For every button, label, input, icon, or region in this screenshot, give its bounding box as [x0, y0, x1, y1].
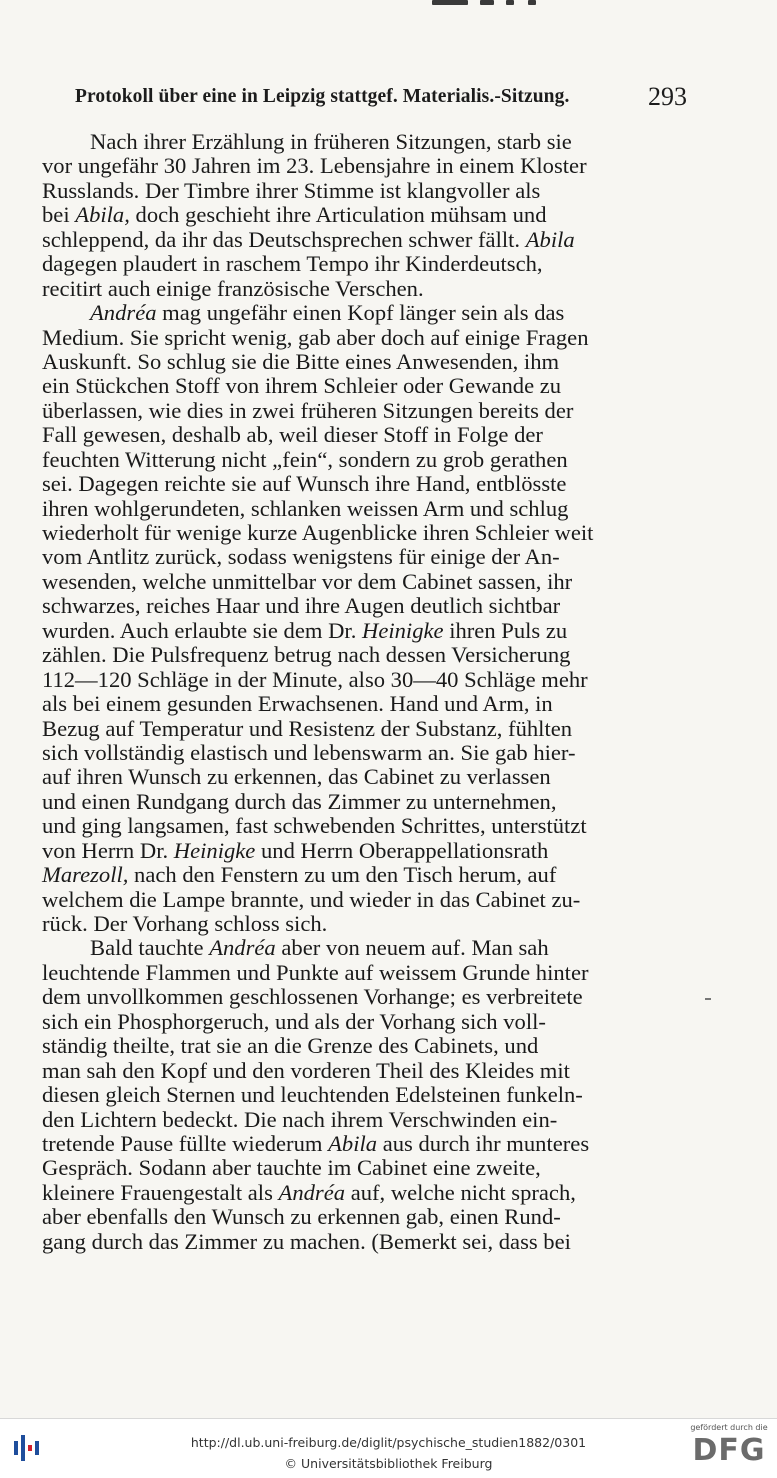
text-line: [42, 448, 690, 472]
text-segment: aus durch ihr munteres: [377, 1130, 590, 1156]
text-line: [42, 545, 690, 569]
text-line: [42, 643, 690, 667]
text-segment: bei: [42, 202, 76, 228]
text-segment: Bezug auf Temperatur und Resistenz der Substanz, fühlten: [42, 715, 573, 741]
italic-name: Andréa: [278, 1179, 346, 1205]
text-segment: vor ungefähr 30 Jahren im 23. Lebensjahre in einem Kloster: [42, 153, 587, 179]
page-number: 293: [648, 82, 687, 111]
text-line: [42, 1059, 690, 1083]
text-line: [42, 570, 690, 594]
text-segment: schwarzes, reiches Haar und ihre Augen deutlich sichtbar: [42, 593, 561, 619]
text-line: [42, 668, 690, 692]
text-segment: sich vollständig elastisch und lebenswarm an. Sie gab hier-: [42, 739, 576, 765]
running-head: Protokoll über eine in Leipzig stattgef. Materialis.-Sitzung.: [75, 86, 570, 107]
text-line: [42, 374, 690, 398]
text-segment: auf ihren Wunsch zu erkennen, das Cabinet zu verlassen: [42, 764, 551, 790]
dfg-logo: [689, 1423, 769, 1473]
text-segment: recitirt auch einige französische Verschen.: [42, 275, 424, 301]
text-segment: Gespräch. Sodann aber tauchte im Cabinet eine zweite,: [42, 1155, 541, 1181]
copyright-notice: © Universitätsbibliothek Freiburg: [284, 1456, 493, 1471]
text-segment: Nach ihrer Erzählung in früheren Sitzungen, starb sie: [90, 129, 572, 154]
text-line: [42, 301, 690, 325]
text-line: [42, 154, 690, 178]
text-segment: Russlands. Der Timbre ihrer Stimme ist klangvoller als: [42, 177, 541, 203]
text-line: [42, 912, 690, 936]
text-segment: und Herrn Oberappellationsrath: [255, 837, 549, 863]
text-line: [42, 619, 690, 643]
text-segment: ständig theilte, trat sie an die Grenze des Cabinets, und: [42, 1033, 539, 1059]
text-line: [42, 1108, 690, 1132]
text-segment: leuchtende Flammen und Punkte auf weissem Grunde hinter: [42, 959, 589, 985]
text-line: [42, 326, 690, 350]
text-line: [42, 252, 690, 276]
text-segment: Medium. Sie spricht wenig, gab aber doch auf einige Fragen: [42, 324, 589, 350]
text-line: [42, 521, 690, 545]
text-line: [42, 1230, 690, 1254]
text-segment: kleinere Frauengestalt als: [42, 1179, 279, 1205]
italic-name: Marezoll,: [42, 862, 129, 888]
paragraph: [42, 130, 690, 301]
italic-name: Andréa: [90, 300, 157, 326]
text-segment: nach den Fenstern zu um den Tisch herum, auf: [128, 862, 557, 888]
text-line: [42, 961, 690, 985]
text-segment: 112—120 Schläge in der Minute, also 30—40 Schläge mehr: [42, 666, 588, 692]
italic-name: Abila: [328, 1130, 378, 1156]
text-segment: auf, welche nicht sprach,: [345, 1179, 576, 1205]
text-segment: feuchten Witterung nicht „fein“, sondern zu grob gerathen: [42, 446, 568, 472]
text-line: [42, 814, 690, 838]
text-line: [42, 350, 690, 374]
text-segment: ihren wohlgerundeten, schlanken weissen Arm und schlug: [42, 495, 569, 521]
text-segment: vom Antlitz zurück, sodass wenigstens für einige der An-: [42, 544, 560, 570]
text-segment: Auskunft. So schlug sie die Bitte eines Anwesenden, ihm: [42, 348, 560, 374]
text-segment: Bald tauchte: [90, 935, 210, 961]
text-segment: tretende Pause füllte wiederum: [42, 1130, 329, 1156]
text-segment: mag ungefähr einen Kopf länger sein als das: [156, 300, 565, 326]
text-segment: welchem die Lampe brannte, und wieder in das Cabinet zu-: [42, 886, 581, 912]
text-line: [42, 228, 690, 252]
page-header: [75, 82, 687, 122]
text-segment: wurden. Auch erlaubte sie dem Dr.: [42, 617, 362, 643]
text-line: [42, 277, 690, 301]
text-line: [42, 1156, 690, 1180]
text-segment: rück. Der Vorhang schloss sich.: [42, 911, 328, 936]
paragraph: [42, 936, 690, 1254]
paragraph: [42, 301, 690, 936]
text-segment: ein Stückchen Stoff von ihrem Schleier oder Gewande zu: [42, 373, 562, 399]
text-segment: sich ein Phosphorgeruch, und als der Vorhang sich voll-: [42, 1008, 546, 1034]
text-line: [42, 839, 690, 863]
text-segment: zählen. Die Pulsfrequenz betrug nach dessen Versicherung: [42, 642, 571, 668]
text-line: [42, 594, 690, 618]
text-segment: wesenden, welche unmittelbar vor dem Cabinet sassen, ihr: [42, 568, 573, 594]
text-segment: wiederholt für wenige kurze Augenblicke ihren Schleier weit: [42, 520, 594, 545]
italic-name: Abila,: [75, 202, 130, 228]
text-segment: dem unvollkommen geschlossenen Vorhange; es verbreitete: [42, 984, 583, 1010]
text-line: [42, 497, 690, 521]
text-line: [42, 790, 690, 814]
text-segment: aber ebenfalls den Wunsch zu erkennen gab, einen Rund-: [42, 1204, 561, 1230]
text-line: [42, 863, 690, 887]
text-line: [42, 179, 690, 203]
text-segment: Fall gewesen, deshalb ab, weil dieser Stoff in Folge der: [42, 422, 543, 448]
dfg-wordmark: DFG: [692, 1433, 766, 1468]
italic-name: Heinigke: [173, 837, 256, 863]
dfg-caption: gefördert durch die: [690, 1423, 768, 1432]
text-segment: den Lichtern bedeckt. Die nach ihrem Verschwinden ein-: [42, 1106, 558, 1132]
permalink-url[interactable]: http://dl.ub.uni-freiburg.de/diglit/psychische_studien1882/0301: [190, 1435, 587, 1450]
text-segment: doch geschieht ihre Articulation mühsam und: [129, 202, 547, 228]
viewer-footer: [0, 1418, 777, 1478]
text-segment: aber von neuem auf. Man sah: [275, 935, 549, 961]
text-segment: man sah den Kopf und den vorderen Theil des Kleides mit: [42, 1057, 570, 1083]
text-line: [42, 203, 690, 227]
text-segment: diesen gleich Sternen und leuchtenden Edelsteinen funkeln-: [42, 1082, 583, 1108]
italic-name: Abila: [525, 226, 575, 252]
text-segment: gang durch das Zimmer zu machen. (Bemerkt sei, dass bei: [42, 1228, 571, 1254]
text-line: [42, 1010, 690, 1034]
body-text: [42, 130, 690, 1254]
text-segment: als bei einem gesunden Erwachsenen. Hand und Arm, in: [42, 691, 553, 717]
text-line: [42, 936, 690, 960]
text-segment: schleppend, da ihr das Deutschsprechen schwer fällt.: [42, 226, 526, 252]
margin-mark: [705, 998, 711, 1000]
text-segment: ihren Puls zu: [443, 617, 568, 643]
text-line: [42, 1132, 690, 1156]
text-segment: von Herrn Dr.: [42, 837, 174, 863]
text-line: [42, 692, 690, 716]
italic-name: Heinigke: [362, 617, 444, 643]
text-segment: sei. Dagegen reichte sie auf Wunsch ihre Hand, entblösste: [42, 471, 567, 497]
text-segment: und einen Rundgang durch das Zimmer zu unternehmen,: [42, 788, 557, 814]
text-line: [42, 423, 690, 447]
text-line: [42, 399, 690, 423]
text-line: [42, 1083, 690, 1107]
text-line: [42, 1205, 690, 1229]
text-line: [42, 130, 690, 154]
text-line: [42, 472, 690, 496]
text-line: [42, 888, 690, 912]
top-edge-ink-fragment: [432, 0, 552, 8]
text-line: [42, 1181, 690, 1205]
italic-name: Andréa: [209, 935, 276, 961]
text-line: [42, 741, 690, 765]
text-segment: und ging langsamen, fast schwebenden Schrittes, unterstützt: [42, 813, 587, 839]
text-line: [42, 765, 690, 789]
text-segment: überlassen, wie dies in zwei früheren Sitzungen bereits der: [42, 397, 574, 423]
text-line: [42, 717, 690, 741]
text-line: [42, 985, 690, 1009]
text-line: [42, 1034, 690, 1058]
text-segment: dagegen plaudert in raschem Tempo ihr Kinderdeutsch,: [42, 251, 543, 277]
